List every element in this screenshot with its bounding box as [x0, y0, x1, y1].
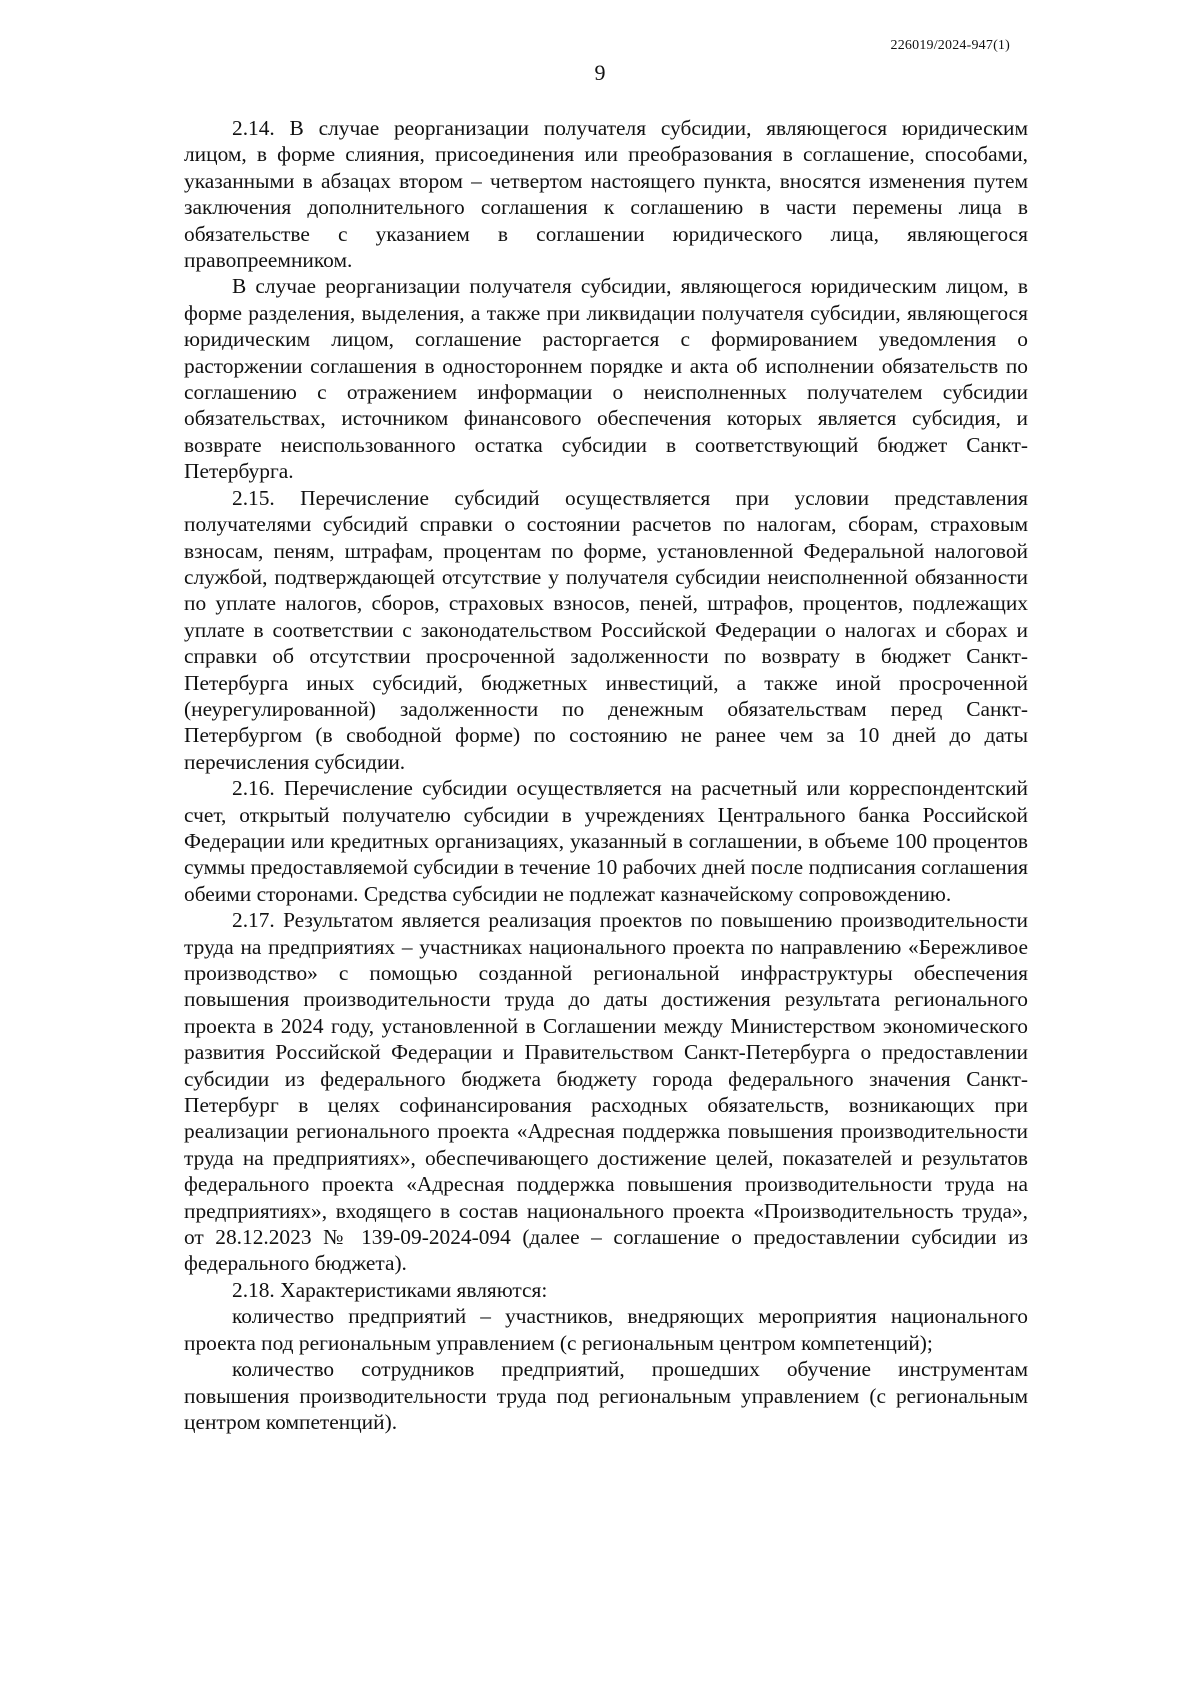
paragraph-2-14-reorganization: В случае реорганизации получателя субсидии, являющегося юридическим лицом, в форме разделения, выделения, а также при ликвидации получателя субсидии, являющегося юридическим лицом, соглашение расторгается с формированием уведомления о расторжении соглашения в одностороннем порядке и акта об исполнении обязательств по соглашению с отражением информации о неисполненных получателем субсидии обязательствах, источником финансового обеспечения которых является субсидия, и возврате неиспользованного остатка субсидии в соответствующий бюджет Санкт-Петербурга.: [184, 274, 1028, 484]
page-number: 9: [594, 60, 606, 85]
characteristic-enterprises: количество предприятий – участников, внедряющих мероприятия национального проекта под региональным управлением (с региональным центром компетенций);: [184, 1304, 1028, 1355]
document-number: 226019/2024-947(1): [890, 38, 1010, 53]
paragraph-2-15: 2.15. Перечисление субсидий осуществляется при условии представления получателями субсидий справки о состоянии расчетов по налогам, сборам, страховым взносам, пеням, штрафам, процентам по форме, установленной Федеральной налоговой службой, подтверждающей отсутствие у получателя субсидии неисполненной обязанности по уплате налогов, сборов, страховых взносов, пеней, штрафов, процентов, подлежащих уплате в соответствии с законодательством Российской Федерации о налогах и сборах и справки об отсутствии просроченной задолженности по возврату в бюджет Санкт-Петербурга иных субсидий, бюджетных инвестиций, а также иной просроченной (неурегулированной) задолженности по денежным обязательствам перед Санкт-Петербургом (в свободной форме) по состоянию не ранее чем за 10 дней до даты перечисления субсидии.: [184, 485, 1028, 774]
characteristic-employees: количество сотрудников предприятий, прошедших обучение инструментам повышения производительности труда под региональным управлением (с региональным центром компетенций).: [184, 1357, 1028, 1434]
document-body: [184, 115, 1028, 1435]
paragraph-2-18: 2.18. Характеристиками являются:: [232, 1277, 548, 1302]
paragraph-2-14: 2.14. В случае реорганизации получателя субсидии, являющегося юридическим лицом, в форме слияния, присоединения или преобразования в соглашение, способами, указанными в абзацах втором – четвертом настоящего пункта, вносятся изменения путем заключения дополнительного соглашения к соглашению в части перемены лица в обязательстве с указанием в соглашении юридического лица, являющегося правопреемником.: [184, 116, 1028, 273]
paragraph-2-17: 2.17. Результатом является реализация проектов по повышению производительности труда на предприятиях – участниках национального проекта по направлению «Бережливое производство» с помощью созданной региональной инфраструктуры обеспечения повышения производительности труда до даты достижения результата регионального проекта в 2024 году, установленной в Соглашении между Министерством экономического развития Российской Федерации и Правительством Санкт-Петербурга о предоставлении субсидии из федерального бюджета бюджету города федерального значения Санкт-Петербург в целях софинансирования расходных обязательств, возникающих при реализации регионального проекта «Адресная поддержка повышения производительности труда на предприятиях», обеспечивающего достижение целей, показателей и результатов федерального проекта «Адресная поддержка повышения производительности труда на предприятиях», входящего в состав национального проекта «Производительность труда», от 28.12.2023 № 139-09-2024-094 (далее – соглашение о предоставлении субсидии из федерального бюджета).: [184, 908, 1028, 1276]
paragraph-2-16: 2.16. Перечисление субсидии осуществляется на расчетный или корреспондентский счет, открытый получателю субсидии в учреждениях Центрального банка Российской Федерации или кредитных организациях, указанный в соглашении, в объеме 100 процентов суммы предоставляемой субсидии в течение 10 рабочих дней после подписания соглашения обеими сторонами. Средства субсидии не подлежат казначейскому сопровождению.: [184, 776, 1028, 906]
